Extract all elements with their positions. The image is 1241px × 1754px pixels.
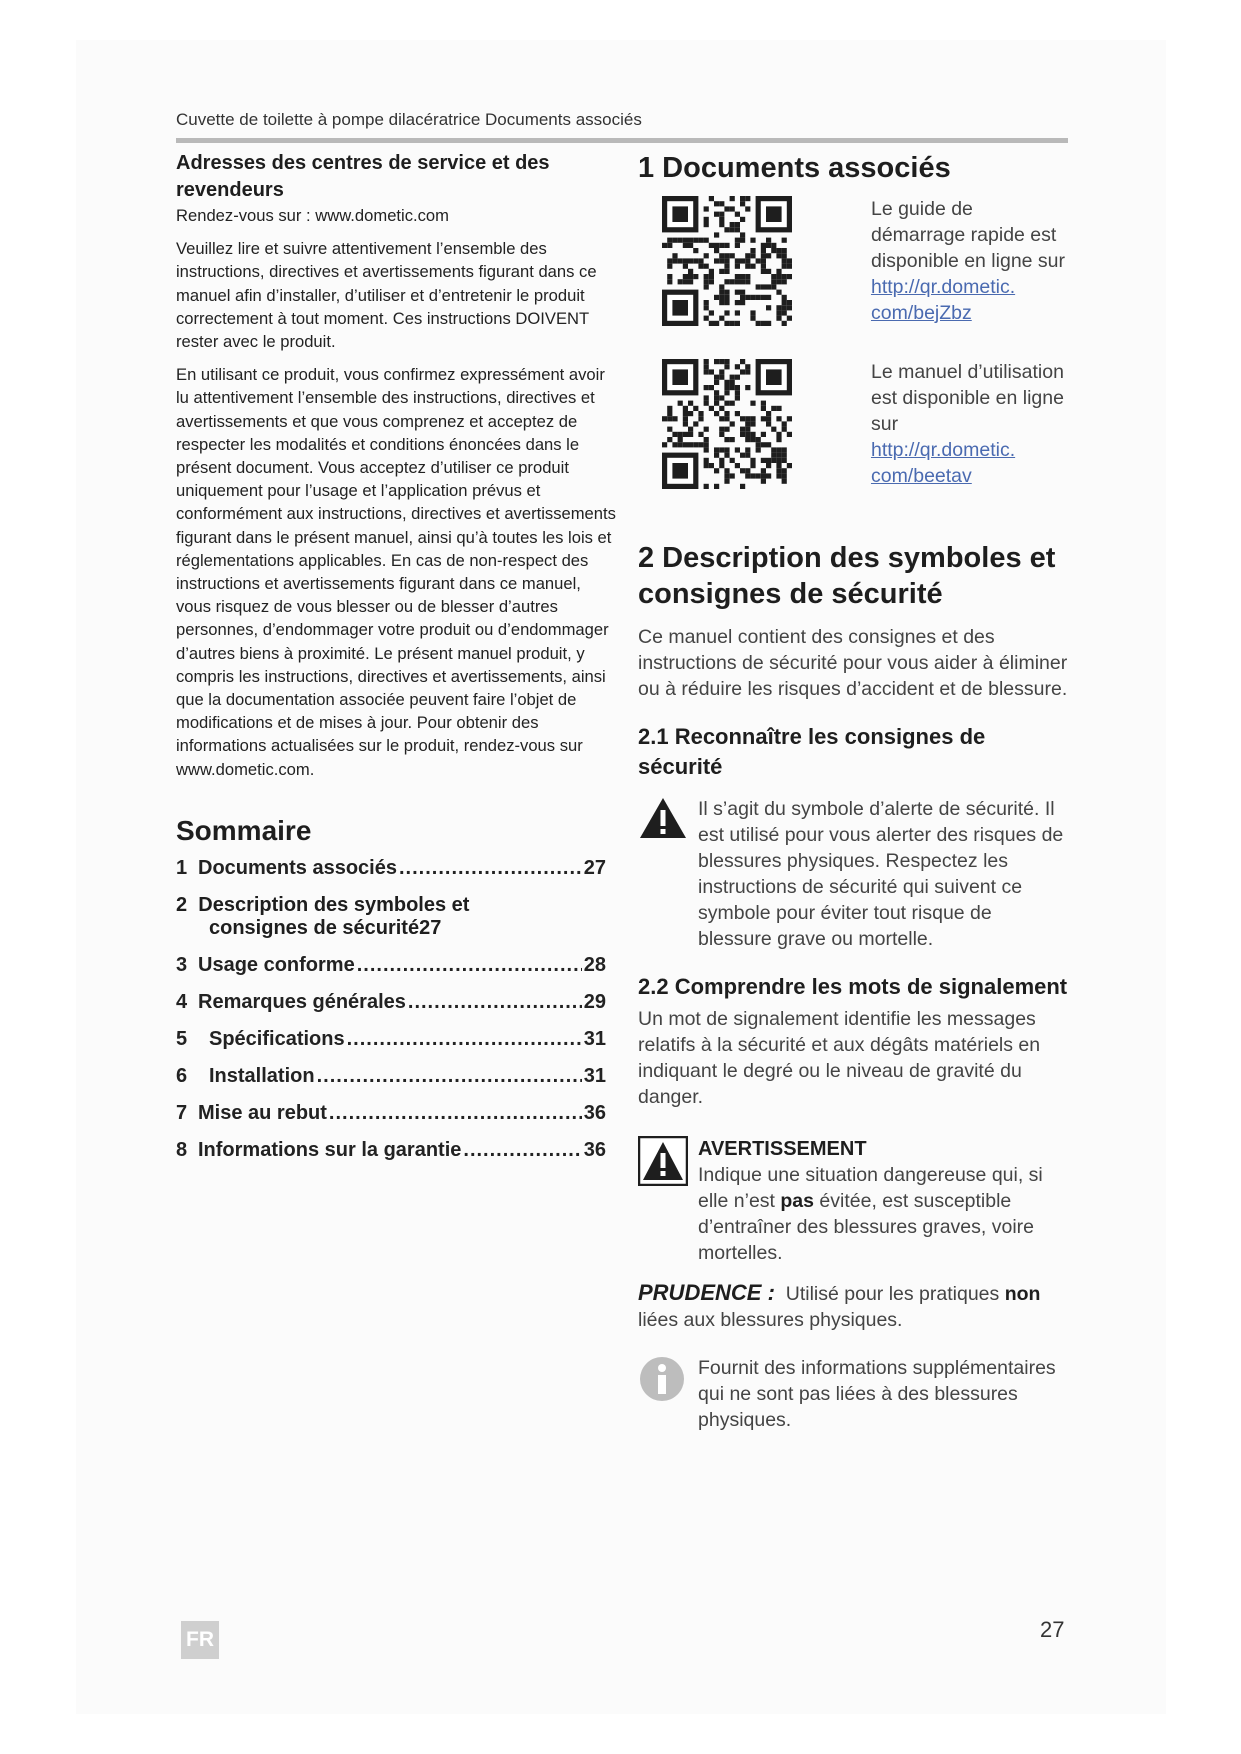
section-2-title: 2 Description des symboles et consignes de sécurité bbox=[638, 542, 1056, 610]
toc-page: 31 bbox=[583, 1064, 606, 1087]
toc-num: 4 bbox=[176, 990, 188, 1013]
info-text: Fournit des informations supplémentaires qui ne sont pas liées à des blessures physiques. bbox=[698, 1357, 1056, 1431]
toc-label: Usage conforme bbox=[198, 953, 355, 976]
warning-text-part: Indique une situation dangereuse qui, si elle n’est bbox=[698, 1164, 1043, 1212]
prudence-label: PRUDENCE : bbox=[638, 1280, 775, 1305]
warning-boxed-icon bbox=[638, 1136, 688, 1186]
intro-paragraph-2: En utilisant ce produit, vous confirmez expressément avoir lu attentivement l’ensemble des instructions, directives et avertissements et que vous comprenez et acceptez de respecter les modalités et conditions énoncées dans le présent document. Vous acceptez d’utiliser ce produit uniquement pour l’usage et l’application prévus et conformément aux instructions, directives et avertissements figurant dans le présent manuel, ainsi qu’à toutes les lois et réglementations applicables. En cas de non-respect des instructions et avertissements figurant dans ce manuel, vous risquez de vous blesser ou de blesser d’autres personnes, d’endommager votre produit ou d’endommager d’autres biens à proximité. Le présent manuel produit, y compris les instructions, directives et avertissements, ainsi que la documentation associée peuvent faire l’objet de modifications et de mises à jour. Pour obtenir des informations actualisées sur le produit, rendez-vous sur www.dometic.com. bbox=[176, 365, 616, 779]
running-header: Cuvette de toilette à pompe dilacératrice Documents associés bbox=[176, 110, 642, 129]
toc-entry[interactable] bbox=[176, 1065, 606, 1088]
toc-entry[interactable] bbox=[176, 1028, 606, 1051]
toc-num: 6 bbox=[176, 1064, 188, 1087]
qr1-link-part: http://qr.dometic. bbox=[870, 276, 1016, 298]
toc-entry[interactable] bbox=[176, 1102, 606, 1125]
qr-code-icon[interactable] bbox=[662, 359, 792, 489]
qr-code-icon[interactable] bbox=[662, 196, 792, 326]
prudence-text-part: liées aux blessures physiques. bbox=[638, 1309, 903, 1331]
qr2-text: Le manuel d’utilisation est disponible en ligne sur bbox=[870, 361, 1064, 435]
toc-page: 28 bbox=[583, 953, 606, 976]
toc-leader bbox=[357, 954, 582, 977]
toc-entry[interactable] bbox=[176, 954, 606, 977]
toc-leader bbox=[399, 857, 582, 880]
qr2-link-part: com/beetav bbox=[870, 465, 972, 487]
address-heading: Adresses des centres de service et des revendeurs bbox=[176, 152, 550, 201]
toc-leader bbox=[408, 991, 582, 1014]
toc-num: 3 bbox=[176, 953, 188, 976]
warning-text-bold: pas bbox=[780, 1190, 814, 1212]
toc-label: Description des symboles et bbox=[198, 893, 470, 916]
toc-entry[interactable] bbox=[176, 1139, 606, 1162]
section-1-title: 1 Documents associés bbox=[638, 152, 951, 184]
toc-num: 2 bbox=[176, 893, 188, 916]
prudence-text-part: Utilisé pour les pratiques bbox=[785, 1283, 1005, 1305]
safety-alert-block bbox=[638, 796, 1070, 952]
info-block bbox=[638, 1355, 1070, 1433]
toc-label: Installation bbox=[209, 1064, 315, 1087]
qr1-text: Le guide de démarrage rapide est disponible en ligne sur bbox=[870, 198, 1066, 272]
qr2-link-part: http://qr.dometic. bbox=[870, 439, 1016, 461]
toc-leader bbox=[463, 1139, 581, 1162]
page-number: 27 bbox=[1040, 1617, 1065, 1642]
address-text: Rendez-vous sur : www.dometic.com bbox=[176, 206, 449, 225]
info-icon bbox=[638, 1355, 686, 1403]
language-badge: FR bbox=[181, 1621, 219, 1659]
qr2-link[interactable] bbox=[871, 439, 1015, 487]
toc-label: Remarques générales bbox=[198, 990, 406, 1013]
section-2-1-title: 2.1 Reconnaître les consignes de sécurité bbox=[638, 724, 986, 779]
right-column bbox=[638, 150, 1070, 1433]
toc-leader bbox=[347, 1028, 582, 1051]
toc-entry[interactable] bbox=[176, 991, 606, 1014]
toc-entry[interactable] bbox=[176, 894, 616, 940]
qr-block-quickstart bbox=[638, 196, 1070, 331]
toc-num: 8 bbox=[176, 1138, 188, 1161]
toc-label: Informations sur la garantie bbox=[198, 1138, 462, 1161]
toc-label-continued: consignes de sécurité bbox=[209, 916, 420, 939]
toc-page: 31 bbox=[583, 1027, 606, 1050]
section-2-2-text: Un mot de signalement identifie les messages relatifs à la sécurité et aux dégâts matériels en indiquant le degré ou le niveau de gravité du danger. bbox=[638, 1008, 1041, 1108]
toc-page: 27 bbox=[419, 916, 442, 939]
safety-alert-text: Il s’agit du symbole d’alerte de sécurité. Il est utilisé pour vous alerter des risques de blessures physiques. Respectez les instructions de sécurité qui suivent ce symbole pour éviter tout risque de blessure grave ou mortelle. bbox=[698, 798, 1064, 950]
toc-label: Documents associés bbox=[198, 856, 397, 879]
prudence-text-bold: non bbox=[1004, 1283, 1041, 1305]
section-2-intro: Ce manuel contient des consignes et des instructions de sécurité pour vous aider à éliminer ou à réduire les risques d’accident et de blessure. bbox=[638, 626, 1068, 700]
header-rule bbox=[176, 138, 1068, 143]
toc-page: 36 bbox=[583, 1101, 606, 1124]
toc-leader bbox=[329, 1102, 582, 1125]
toc-label: Spécifications bbox=[209, 1027, 345, 1050]
warning-text-part: évitée, est susceptible d’entraîner des blessures graves, voire mortelles. bbox=[698, 1190, 1035, 1264]
intro-paragraph-1: Veuillez lire et suivre attentivement l’ensemble des instructions, directives et avertissements figurant dans ce manuel afin d’installer, d’utiliser et d’entretenir le produit correctement à tout moment. Ces instructions DOIVENT rester avec le produit. bbox=[176, 239, 597, 352]
toc-page: 36 bbox=[583, 1138, 606, 1161]
qr1-link[interactable] bbox=[871, 276, 1015, 324]
toc-page: 29 bbox=[583, 990, 606, 1013]
toc-label: Mise au rebut bbox=[198, 1101, 327, 1124]
toc-num: 5 bbox=[176, 1027, 188, 1050]
toc-page: 27 bbox=[583, 856, 606, 879]
toc-leader bbox=[317, 1065, 582, 1088]
toc-title: Sommaire bbox=[176, 814, 312, 846]
warning-label: AVERTISSEMENT bbox=[698, 1138, 867, 1160]
qr-block-manual bbox=[638, 359, 1070, 494]
left-column bbox=[176, 150, 616, 1176]
toc-num: 1 bbox=[176, 856, 188, 879]
toc-entry[interactable] bbox=[176, 857, 606, 880]
warning-text bbox=[698, 1162, 1070, 1266]
qr1-link-part: com/bejZbz bbox=[870, 302, 972, 324]
section-2-2-title: 2.2 Comprendre les mots de signalement bbox=[638, 974, 1068, 999]
toc-num: 7 bbox=[176, 1101, 188, 1124]
warning-block bbox=[638, 1136, 1070, 1266]
prudence-note bbox=[638, 1280, 1070, 1333]
warning-triangle-icon bbox=[638, 796, 688, 840]
